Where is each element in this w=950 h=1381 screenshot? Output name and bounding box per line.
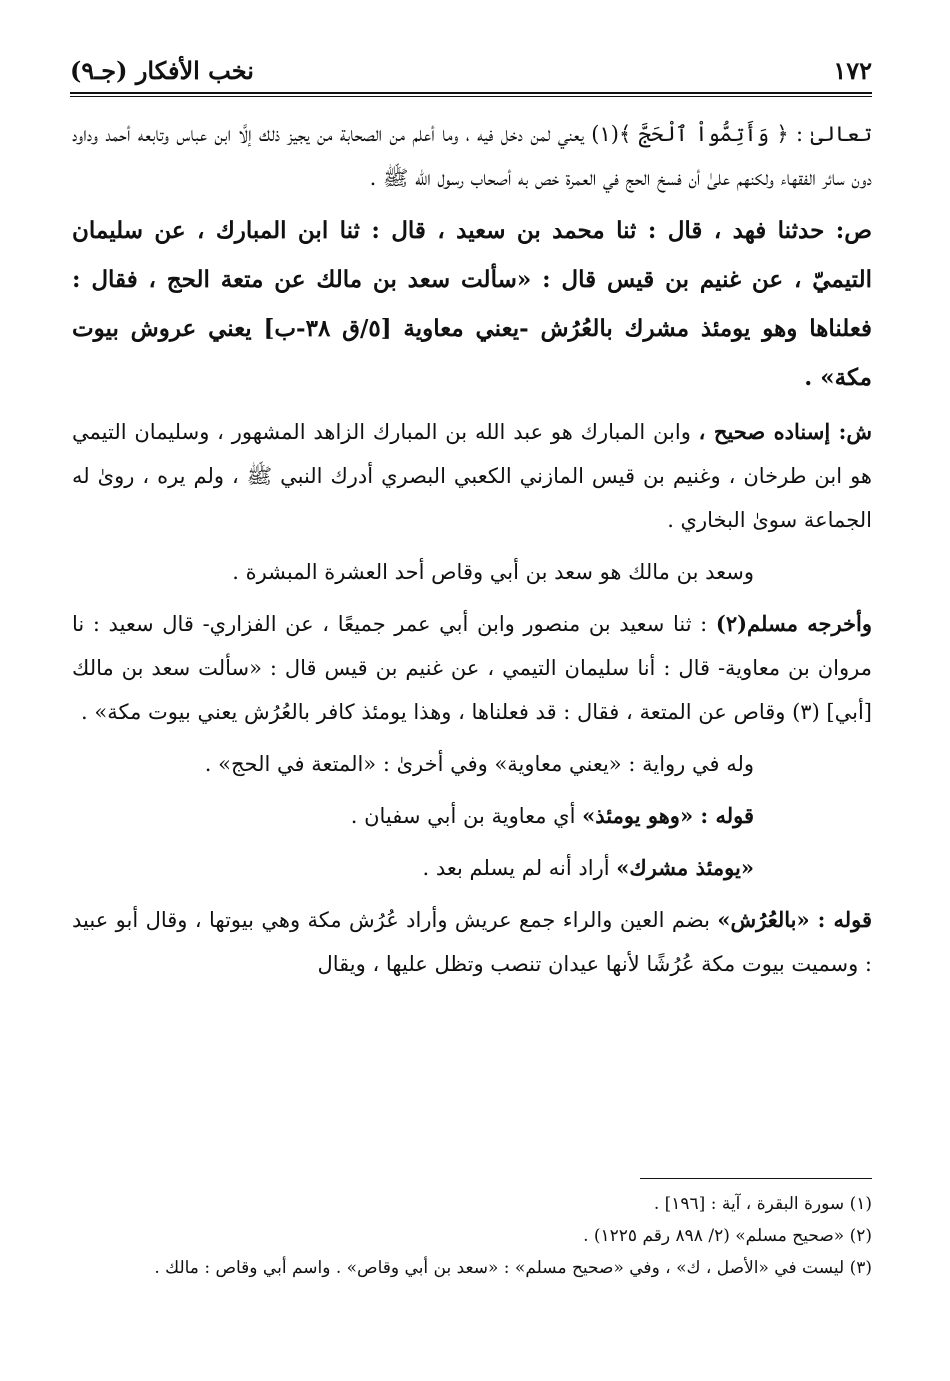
paragraph-narrator-note bbox=[72, 550, 872, 594]
paragraph-qawluhu-3 bbox=[72, 898, 872, 986]
main-text bbox=[72, 112, 872, 986]
footnote-3: (٣) ليست في «الأصل ، ك» ، وفي «صحيح مسلم» : «سعد بن أبي وقاص» . واسم أبي وقاص : مالك . bbox=[154, 1258, 872, 1278]
footnote-1: (١) سورة البقرة ، آية : [١٩٦] . bbox=[653, 1194, 872, 1214]
paragraph-lead: ش: إسناده صحيح ، bbox=[698, 419, 872, 444]
paragraph-lead: وأخرجه مسلم(٢) bbox=[715, 611, 872, 636]
paragraph-qawluhu-1 bbox=[72, 794, 872, 838]
paragraph-text: وسعد بن مالك هو سعد بن أبي وقاص أحد العشرة المبشرة . bbox=[232, 560, 754, 584]
header-rule bbox=[70, 92, 872, 94]
header-rule-thin bbox=[70, 96, 872, 97]
paragraph-qawluhu-2 bbox=[72, 846, 872, 890]
paragraph-text: أي معاوية بن أبي سفيان . bbox=[350, 804, 583, 828]
paragraph-lead: قوله : «وهو يومئذ» bbox=[582, 803, 754, 828]
paragraph-text: أراد أنه لم يسلم بعد . bbox=[422, 856, 617, 880]
footnote-2: (٢) «صحيح مسلم» (٢/ ٨٩٨ رقم ١٢٢٥) . bbox=[583, 1226, 872, 1246]
paragraph-lead: «يومئذ مشرك» bbox=[616, 855, 754, 880]
paragraph-text: ص: حدثنا فهد ، قال : ثنا محمد بن سعيد ، قال : ثنا ابن المبارك ، عن سليمان التيميّ ، عن غنيم بن قيس قال : «سألت سعد بن مالك عن متعة الحج ، فقال : فعلناها وهو يومئذ مشرك بالعُرُش -يعني معاوية [٥/ق ٣٨-ب] يعني عروش بيوت مكة» . bbox=[72, 217, 872, 391]
paragraph-hadith-text bbox=[72, 206, 872, 402]
paragraph-sharh bbox=[72, 410, 872, 542]
paragraph-text: وابن المبارك هو عبد الله بن المبارك الزاهد المشهور ، وسليمان التيمي هو ابن طرخان ، وغنيم بن قيس المازني الكعبي البصري أدرك النبي ﷺ ، ولم يره ، روىٰ له الجماعة سوىٰ البخاري . bbox=[72, 420, 872, 532]
running-header bbox=[70, 50, 872, 90]
paragraph-text: : ثنا سعيد بن منصور وابن أبي عمر جميعًا ، عن الفزاري- قال سعيد : نا مروان بن معاوية- قال : أنا سليمان التيمي ، عن غنيم بن قيس قال : «سألت سعد بن مالك [أبي] (٣) وقاص عن المتعة ، فقال : قد فعلناها ، وهذا يومئذ كافر بالعُرُش يعني بيوت مكة» . bbox=[72, 612, 872, 724]
paragraph-lead: قوله : «بالعُرُش» bbox=[717, 907, 872, 932]
page-number: ١٧٢ bbox=[833, 55, 872, 85]
paragraph-text: وله في رواية : «يعني معاوية» وفي أخرىٰ : «المتعة في الحج» . bbox=[204, 752, 754, 776]
paragraph-takhrij bbox=[72, 602, 872, 734]
paragraph-commentary-end bbox=[72, 112, 872, 200]
paragraph-riwaya bbox=[72, 742, 872, 786]
footnote-separator bbox=[640, 1178, 872, 1179]
book-title: نخب الأفكار (جـ٩) bbox=[70, 55, 254, 85]
paragraph-text: بضم العين والراء جمع عريش وأراد عُرُش مكة وهي بيوتها ، وقال أبو عبيد : وسميت بيوت مكة عُرُشًا لأنها عيدان تنصب وتظل عليها ، ويقال bbox=[72, 908, 872, 976]
footnotes bbox=[72, 1188, 872, 1284]
paragraph-text: تعالىٰ : ﴿ وَأَتِمُّواْ ٱلْحَجَّ ﴾(١) يعني لمن دخل فيه ، وما أعلم من الصحابة من يجيز ذلك إلَّا ابن عباس وتابعه أحمد وداود دون سائر الفقهاء ولكنهم علىٰ أن فسخ الحج في العمرة خص به أصحاب رسول الله ﷺ . bbox=[72, 122, 872, 190]
